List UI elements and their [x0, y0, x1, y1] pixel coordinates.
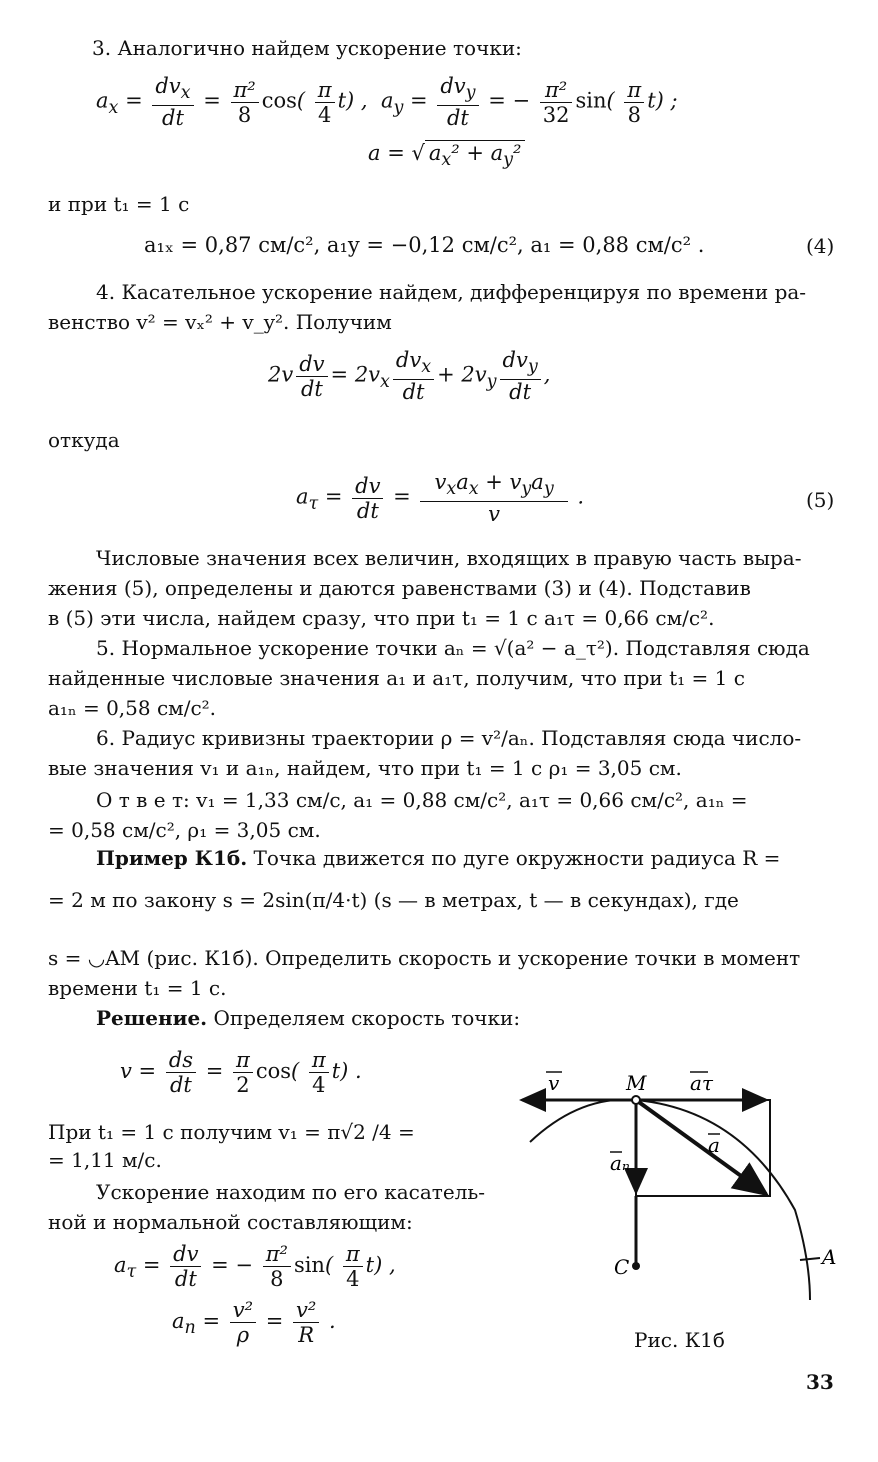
trajectory-arc: [530, 1100, 810, 1300]
label-an: aₙ: [610, 1151, 631, 1175]
eq-accel-modulus: a = √ $a_x^2 + a_y^2$: [368, 140, 525, 173]
figure-caption: Рис. К1б: [634, 1328, 725, 1352]
eq-differentiate: 2v $\frac{dv}{dt}$ = $2v_x$ $\frac{dv_x}{dt}$ + $2v_y$ $\frac{dv_y}{dt}$ ,: [268, 348, 551, 405]
p4-line-1: 4. Касательное ускорение найдем, дифференцируя по времени ра-: [96, 280, 807, 304]
eq-4-number: (4): [806, 234, 835, 258]
accel-line-1: Ускорение находим по его касатель-: [96, 1180, 486, 1204]
numeric-line-1: Числовые значения всех величин, входящих в правую часть выра-: [96, 546, 802, 570]
solution-title: Решение.: [96, 1006, 208, 1030]
example-text-1: Точка движется по дуге окружности радиуса R =: [253, 846, 781, 870]
result-line-1: При t₁ = 1 с получим v₁ = π√2 /4 =: [48, 1120, 415, 1144]
label-M: M: [626, 1071, 647, 1095]
eq-5: $a_\tau$ = $\frac{dv}{dt}$ = $\frac{v_xa_x + v_ya_y}{v}$ .: [296, 470, 585, 527]
at-t1-text: и при t₁ = 1 с: [48, 192, 190, 216]
solution-text: Определяем скорость точки:: [213, 1006, 521, 1030]
eq-4: a₁ₓ = 0,87 см/с², a₁y = −0,12 см/с², a₁ = 0,88 см/с² .: [144, 233, 705, 257]
label-at: aτ: [690, 1071, 713, 1095]
eq-tangential: $a_\tau$ = $\frac{dv}{dt}$ = − $\frac{\text{π²}}{8}$ sin( $\frac{\pi}{4}$ t) ,: [114, 1242, 396, 1291]
point-M: [632, 1096, 640, 1104]
label-v: v: [548, 1071, 560, 1095]
accel-line-2: ной и нормальной составляющим:: [48, 1210, 413, 1234]
p5-line-3: a₁ₙ = 0,58 см/с².: [48, 696, 217, 720]
eq-velocity: v = $\frac{ds}{dt}$ = $\frac{\pi}{2}$ cos( $\frac{\pi}{4}$ t) .: [120, 1048, 362, 1097]
answer-line-2: = 0,58 см/с², ρ₁ = 3,05 см.: [48, 818, 321, 842]
page-number: 33: [806, 1370, 834, 1394]
eq-accel-components: $a_x$ = $\frac{dv_x}{dt}$ = $\frac{\text{π²}}{8}$ cos( $\frac{\pi}{4}$ t) , $a_y$ = $\frac{dv_y}{dt}$ = − $\frac{\text{π²}}{32}$ sin( $\frac{\pi}{8}$ t) ;: [96, 74, 678, 131]
p3-intro: 3. Аналогично найдем ускорение точки:: [92, 36, 522, 60]
p6-line-1: 6. Радиус кривизны траектории ρ = v²/aₙ. Подставляя сюда число-: [96, 726, 802, 750]
label-A: A: [822, 1245, 837, 1269]
eq-normal: $a_n$ = $\frac{\text{v²}}{\rho}$ = $\frac{\text{v²}}{R}$ .: [172, 1298, 336, 1347]
otkuda-text: откуда: [48, 428, 120, 452]
answer-line-1: О т в е т: v₁ = 1,33 см/с, a₁ = 0,88 см/с², a₁τ = 0,66 см/с², a₁ₙ =: [96, 788, 748, 812]
result-line-2: = 1,11 м/с.: [48, 1148, 162, 1172]
example-line-4: времени t₁ = 1 с.: [48, 976, 227, 1000]
example-line-2: = 2 м по закону s = 2sin(π/4·t) (s — в метрах, t — в секундах), где: [48, 888, 739, 912]
example-line-1: [96, 846, 780, 870]
example-line-3: s = ◡AM (рис. К1б). Определить скорость и ускорение точки в момент: [48, 946, 801, 970]
p5-line-1: 5. Нормальное ускорение точки aₙ = √(a² − a_τ²). Подставляя сюда: [96, 636, 810, 660]
p4-line-2: венство v² = vₓ² + v_y². Получим: [48, 310, 392, 334]
example-title: Пример К1б.: [96, 846, 248, 870]
numeric-line-2: жения (5), определены и даются равенствами (3) и (4). Подставив: [48, 576, 751, 600]
numeric-line-3: в (5) эти числа, найдем сразу, что при t₁ = 1 с a₁τ = 0,66 см/с².: [48, 606, 715, 630]
figure-k1b: [510, 1060, 850, 1350]
p6-line-2: вые значения v₁ и a₁ₙ, найдем, что при t₁ = 1 с ρ₁ = 3,05 см.: [48, 756, 682, 780]
label-a: a: [708, 1133, 720, 1157]
p5-line-2: найденные числовые значения a₁ и a₁τ, получим, что при t₁ = 1 с: [48, 666, 745, 690]
point-A-tick: [800, 1258, 820, 1260]
label-C: C: [614, 1255, 630, 1279]
eq-5-number: (5): [806, 488, 835, 512]
point-C: [632, 1262, 640, 1270]
solution-line: [96, 1006, 520, 1030]
